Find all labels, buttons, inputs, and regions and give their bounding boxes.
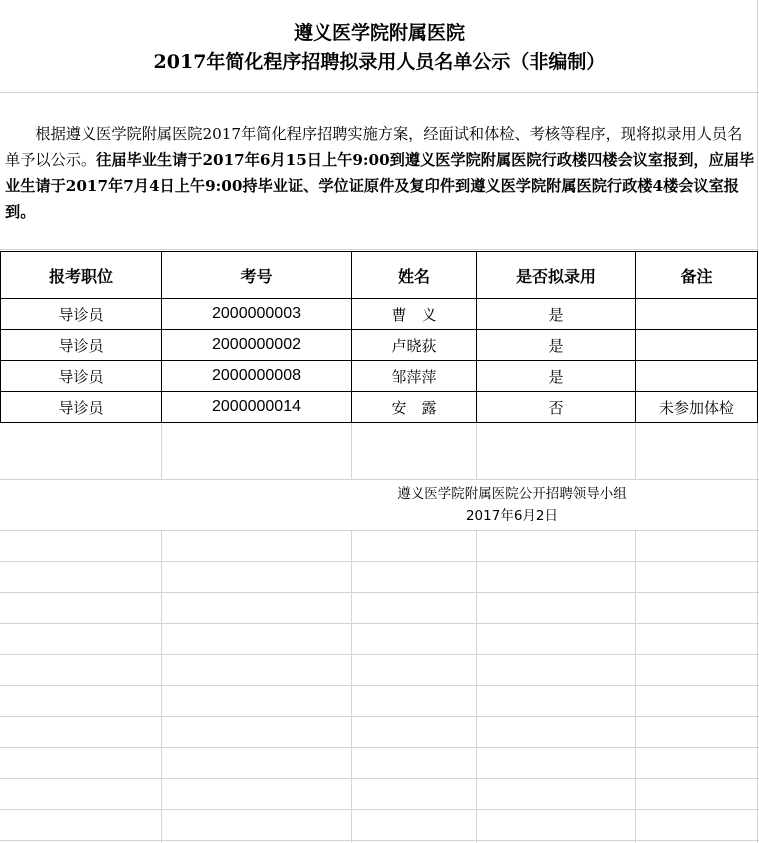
table-row-hired: 是 [548, 305, 564, 324]
header-note: 备注 [680, 266, 713, 286]
table-row-hired: 是 [548, 367, 564, 386]
page-subtitle: 2017年简化程序招聘拟录用人员名单公示（非编制） [153, 51, 606, 73]
signature-org: 遵义医学院附属医院公开招聘领导小组 [397, 486, 627, 502]
table-row-note [636, 299, 757, 329]
intro-bold-fresh-graduates: 应届毕业生请于2017年7月4日上午9:00持毕业证、学位证原件及复印件到遵义医学院附属医院行政楼4楼会议室报到。 [5, 151, 755, 221]
table-row-number: 2000000003 [212, 305, 301, 322]
header-number: 考号 [240, 266, 273, 286]
intro-text: 根据遵义医学院附属医院2017年简化程序招聘实施方案，经面试和体检、考核等程序，现将拟录用人员名单予以公示。 [5, 125, 743, 169]
table-row-note [636, 361, 757, 391]
page-title: 遵义医学院附属医院 [293, 22, 465, 44]
table-row-hired: 否 [548, 398, 564, 417]
header-position: 报考职位 [48, 266, 113, 286]
table-row-note: 未参加体检 [658, 398, 734, 417]
table-row-name: 卢晓荻 [391, 336, 437, 355]
table-row-name: 安 露 [391, 398, 437, 417]
table-row-name: 邹萍萍 [391, 367, 437, 386]
intro-bold-previous-graduates: 往届毕业生请于2017年6月15日上午9:00到遵义医学院附属医院行政楼四楼会议室报到， [96, 151, 709, 169]
table-row-position: 导诊员 [58, 336, 104, 355]
header-hired: 是否拟录用 [515, 266, 596, 286]
table-row-position: 导诊员 [58, 398, 104, 417]
table-row-number: 2000000008 [212, 367, 301, 384]
table-row-number: 2000000002 [212, 336, 301, 353]
table-row-note [636, 330, 757, 360]
header-name: 姓名 [397, 266, 430, 286]
table-row-hired: 是 [548, 336, 564, 355]
table-row-position: 导诊员 [58, 367, 104, 386]
signature-date: 2017年6月2日 [465, 508, 559, 524]
table-row-position: 导诊员 [58, 305, 104, 324]
table-row-name: 曹 义 [391, 305, 437, 324]
intro-paragraph [5, 121, 757, 225]
table-row-number: 2000000014 [212, 398, 301, 415]
